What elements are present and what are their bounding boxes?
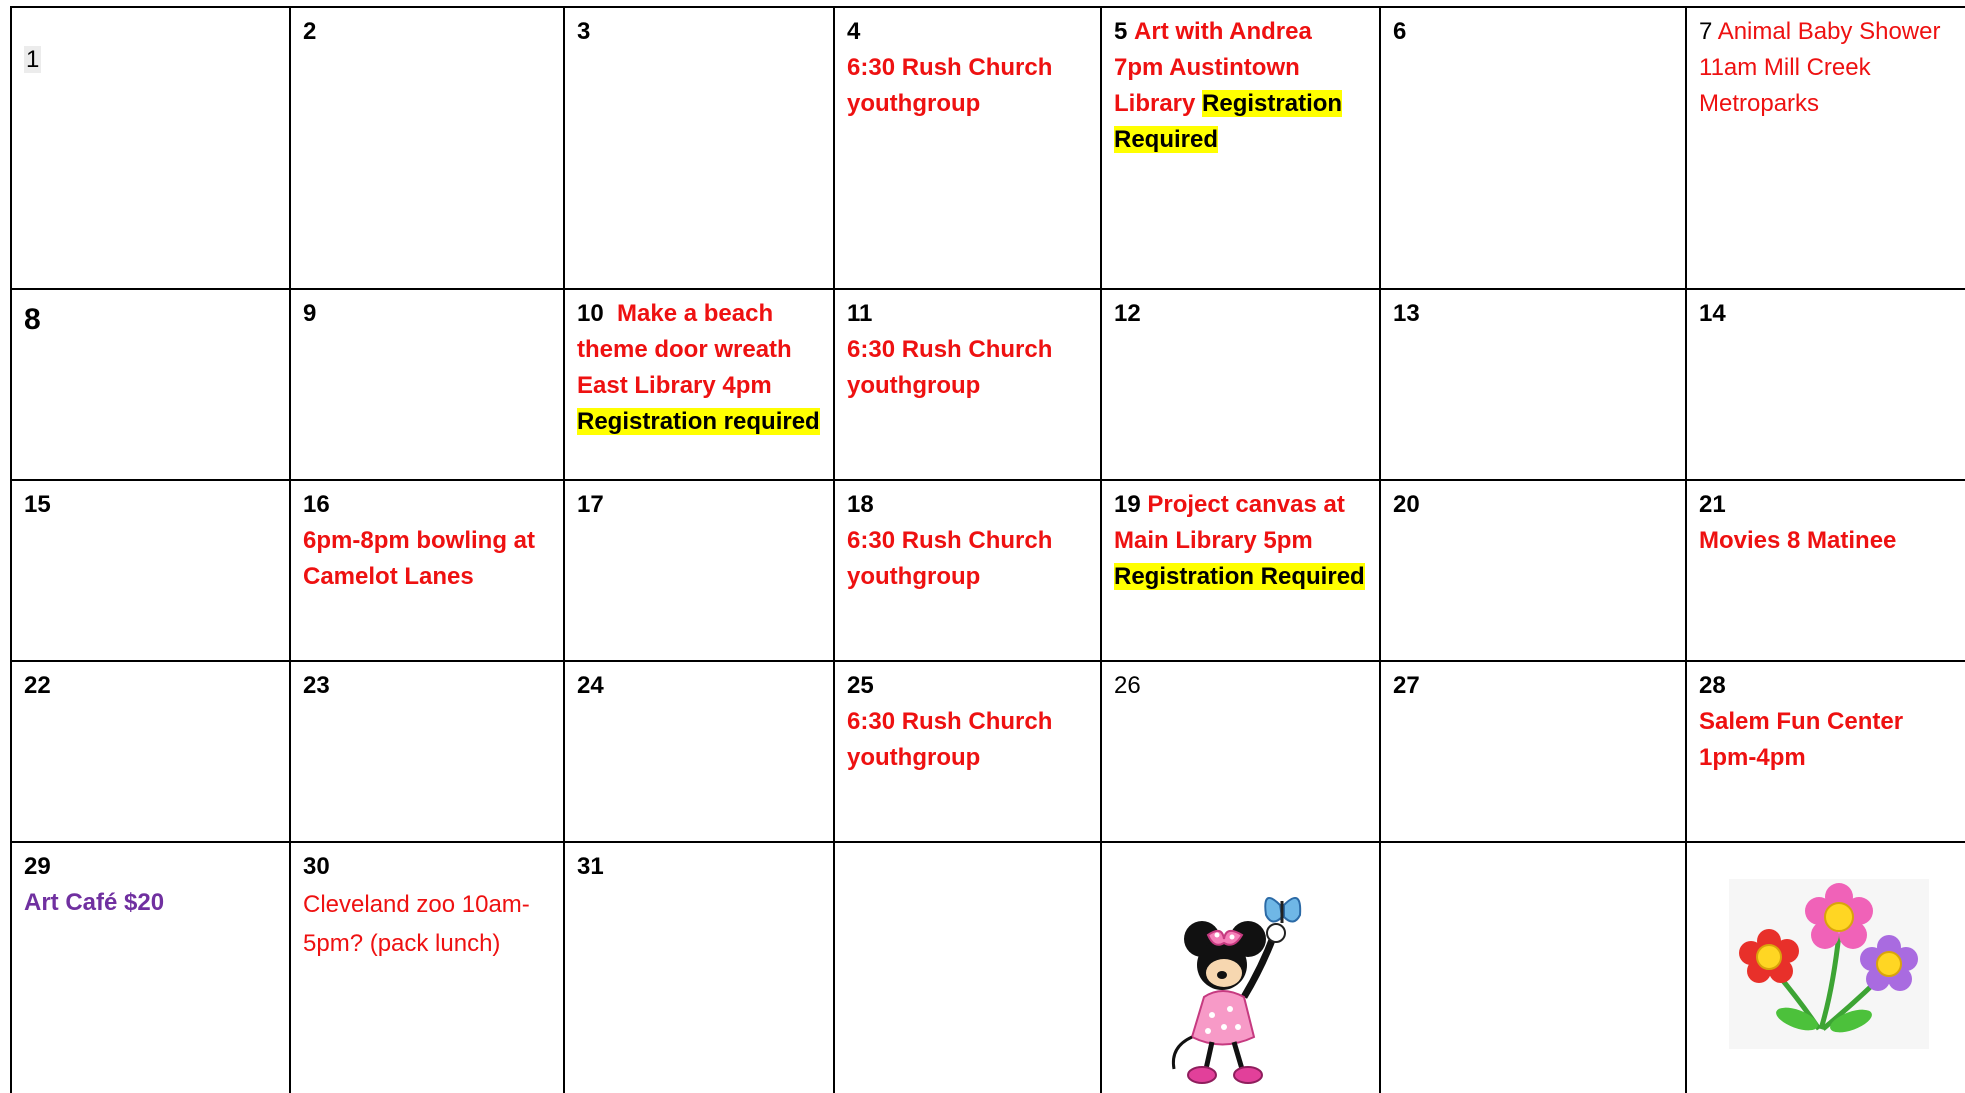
day-number: 17 xyxy=(577,491,604,518)
event-text: 6:30 Rush Church youthgroup xyxy=(847,527,1053,590)
day-number: 21 xyxy=(1699,491,1726,518)
day-number: 2 xyxy=(303,18,317,45)
day-cell-1 xyxy=(11,7,290,289)
day-cell-20 xyxy=(1380,480,1686,661)
registration-note: Registration Required xyxy=(1114,90,1343,153)
butterfly-icon xyxy=(1265,898,1300,923)
day-number: 22 xyxy=(24,672,51,699)
day-number: 19 xyxy=(1114,491,1141,518)
day-cell-28 xyxy=(1686,661,1965,842)
image-cell-flowers xyxy=(1686,842,1965,1093)
day-number: 11 xyxy=(847,300,873,327)
day-cell-15 xyxy=(11,480,290,661)
day-cell-22 xyxy=(11,661,290,842)
day-cell-25 xyxy=(834,661,1101,842)
day-cell-19 xyxy=(1101,480,1380,661)
day-cell-21 xyxy=(1686,480,1965,661)
day-number: 20 xyxy=(1393,491,1420,518)
day-number: 5 xyxy=(1114,18,1128,45)
day-cell-12 xyxy=(1101,289,1380,480)
day-number: 15 xyxy=(24,491,51,518)
event-text: Art Café $20 xyxy=(24,889,165,916)
day-number: 26 xyxy=(1114,672,1141,699)
day-number: 27 xyxy=(1393,672,1420,699)
registration-note: Registration Required xyxy=(1114,563,1365,590)
week-row-1 xyxy=(11,7,1965,289)
image-cell-mouse xyxy=(1101,842,1380,1093)
week-row-3 xyxy=(11,480,1965,661)
day-cell-29 xyxy=(11,842,290,1093)
day-number: 23 xyxy=(303,672,330,699)
day-number: 30 xyxy=(303,853,330,880)
day-number: 3 xyxy=(577,18,591,45)
event-text: Project canvas at Main Library 5pm xyxy=(1114,491,1345,554)
week-row-5 xyxy=(11,842,1965,1093)
day-cell-11 xyxy=(834,289,1101,480)
day-cell-10 xyxy=(564,289,834,480)
day-cell-3 xyxy=(564,7,834,289)
event-text: Movies 8 Matinee xyxy=(1699,527,1897,554)
empty-cell xyxy=(1380,842,1686,1093)
day-cell-23 xyxy=(290,661,564,842)
day-number: 31 xyxy=(577,853,604,880)
event-text: Art with Andrea 7pm Austintown Library xyxy=(1114,18,1312,117)
day-number: 16 xyxy=(303,491,330,518)
day-number: 25 xyxy=(847,672,874,699)
day-cell-13 xyxy=(1380,289,1686,480)
event-text: 6:30 Rush Church youthgroup xyxy=(847,708,1053,771)
day-number: 12 xyxy=(1114,300,1141,327)
day-number: 18 xyxy=(847,491,874,518)
day-number: 28 xyxy=(1699,672,1726,699)
week-row-4 xyxy=(11,661,1965,842)
day-cell-9 xyxy=(290,289,564,480)
day-cell-7 xyxy=(1686,7,1965,289)
day-cell-26 xyxy=(1101,661,1380,842)
day-number: 10 xyxy=(577,300,604,327)
day-number: 4 xyxy=(847,18,861,45)
empty-cell xyxy=(834,842,1101,1093)
day-cell-16 xyxy=(290,480,564,661)
day-number: 6 xyxy=(1393,18,1407,45)
day-cell-2 xyxy=(290,7,564,289)
event-text: 6:30 Rush Church youthgroup xyxy=(847,54,1053,117)
day-cell-17 xyxy=(564,480,834,661)
day-cell-6 xyxy=(1380,7,1686,289)
day-cell-5 xyxy=(1101,7,1380,289)
day-number: 24 xyxy=(577,672,604,699)
calendar-grid xyxy=(10,6,1965,1093)
day-number: 29 xyxy=(24,853,51,880)
event-text: Animal Baby Shower 11am Mill Creek Metroparks xyxy=(1699,18,1941,117)
event-text: Make a beach theme door wreath East Library 4pm xyxy=(577,300,792,399)
event-text: 6:30 Rush Church youthgroup xyxy=(847,336,1053,399)
day-cell-31 xyxy=(564,842,834,1093)
event-text: Cleveland zoo 10am-5pm? (pack lunch) xyxy=(303,891,530,957)
day-cell-18 xyxy=(834,480,1101,661)
day-cell-14 xyxy=(1686,289,1965,480)
day-cell-8 xyxy=(11,289,290,480)
day-number: 7 xyxy=(1699,18,1713,45)
day-number: 8 xyxy=(24,303,41,336)
day-number: 9 xyxy=(303,300,317,327)
registration-note: Registration required xyxy=(577,408,820,435)
cartoon-mouse-with-butterfly-image xyxy=(1162,887,1332,1087)
day-cell-4 xyxy=(834,7,1101,289)
week-row-2 xyxy=(11,289,1965,480)
day-cell-27 xyxy=(1380,661,1686,842)
event-text: Salem Fun Center 1pm-4pm xyxy=(1699,708,1904,771)
day-number: 1 xyxy=(26,46,40,73)
smiling-flowers-image xyxy=(1729,879,1929,1049)
day-cell-30 xyxy=(290,842,564,1093)
day-number: 13 xyxy=(1393,300,1420,327)
event-text: 6pm-8pm bowling at Camelot Lanes xyxy=(303,527,536,590)
day-cell-24 xyxy=(564,661,834,842)
day-number: 14 xyxy=(1699,300,1726,327)
